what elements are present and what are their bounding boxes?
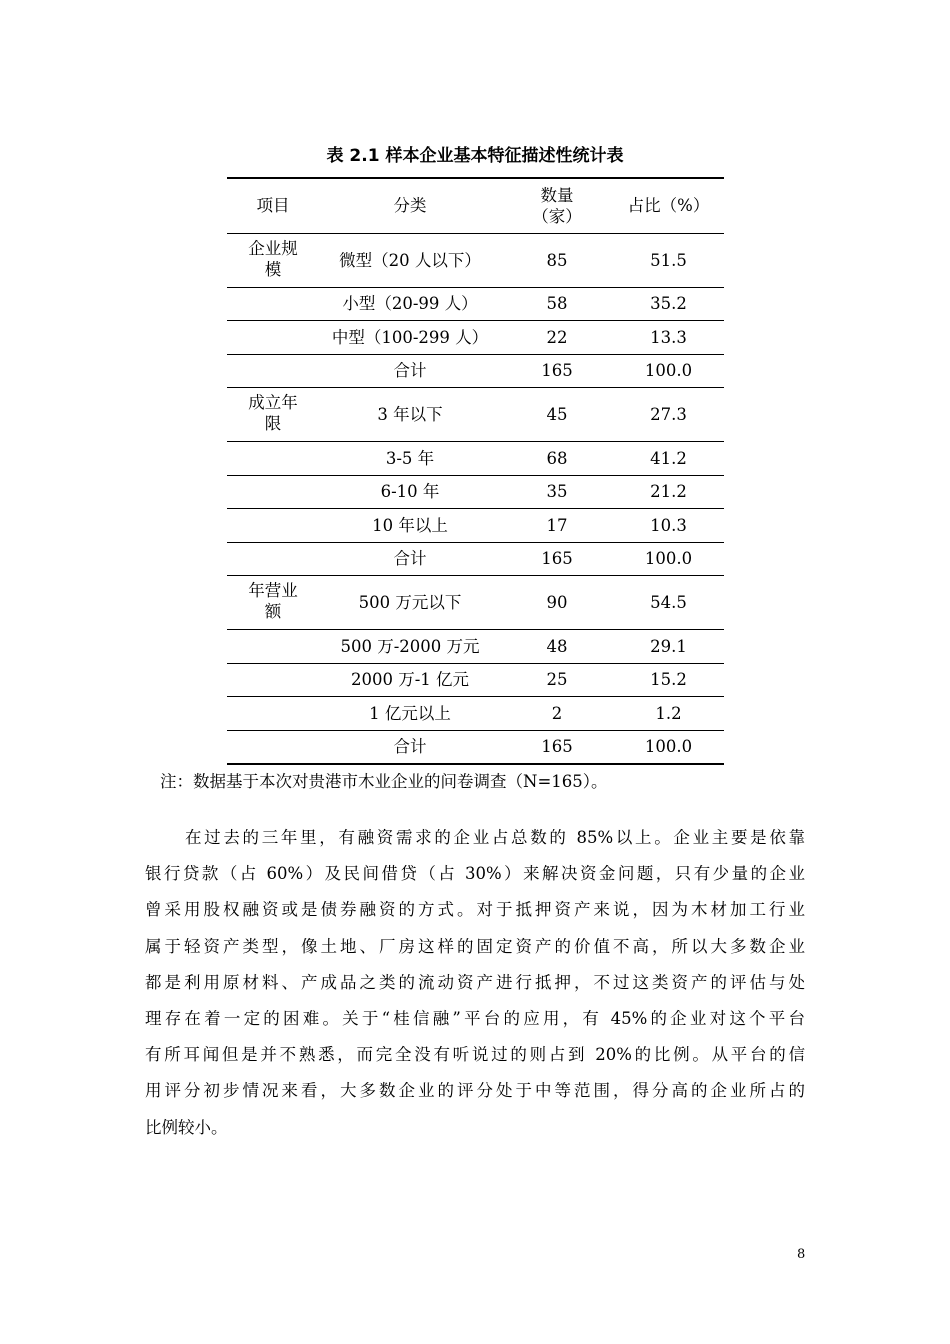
header-percent: 占比（%） xyxy=(613,178,724,233)
table-row xyxy=(227,576,724,630)
cell-category: 2000 万-1 亿元 xyxy=(350,670,470,690)
table-row xyxy=(227,542,724,576)
table-row xyxy=(227,321,724,355)
cell-category: 合计 xyxy=(393,549,427,569)
cell-count: 165 xyxy=(541,361,573,381)
page-number: 8 xyxy=(797,1247,806,1262)
table-row xyxy=(227,697,724,731)
cell-percent: 100.0 xyxy=(644,361,693,381)
cell-count: 25 xyxy=(546,670,568,690)
cell-count: 85 xyxy=(546,250,568,270)
header-count: 数量 （家） xyxy=(501,178,613,233)
cell-percent: 15.2 xyxy=(650,670,687,690)
cell-percent: 10.3 xyxy=(650,515,687,535)
cell-count: 165 xyxy=(541,549,573,569)
cell-percent: 51.5 xyxy=(650,250,687,270)
cell-percent: 27.3 xyxy=(650,405,687,424)
table-header-row xyxy=(227,178,724,233)
cell-category: 3-5 年 xyxy=(385,448,435,468)
table-row xyxy=(227,388,724,442)
cell-category: 小型（20-99 人） xyxy=(342,294,478,314)
cell-item xyxy=(227,287,319,321)
cell-category: 中型（100-299 人） xyxy=(331,327,489,347)
table-body xyxy=(227,233,724,764)
paragraph-line: 银行贷款（占 60%）及民间借贷（占 30%）来解决资金问题，只有少量的企业 xyxy=(145,864,805,884)
cell-count: 45 xyxy=(546,405,568,424)
table-row xyxy=(227,287,724,321)
cell-item xyxy=(227,630,319,664)
table-row xyxy=(227,233,724,287)
table-row xyxy=(227,630,724,664)
cell-percent: 41.2 xyxy=(650,448,687,468)
cell-category: 1 亿元以上 xyxy=(369,703,451,723)
cell-category: 6-10 年 xyxy=(380,482,440,502)
header-category: 分类 xyxy=(319,178,501,233)
cell-item xyxy=(227,697,319,731)
cell-count: 90 xyxy=(546,593,568,612)
table-row xyxy=(227,354,724,388)
cell-count: 35 xyxy=(546,482,568,502)
cell-category: 微型（20 人以下） xyxy=(339,250,481,270)
cell-item: 企业规 模 xyxy=(248,238,298,279)
body-paragraph xyxy=(145,820,805,1146)
paragraph-line: 属于轻资产类型，像土地、厂房这样的固定资产的价值不高，所以大多数企业 xyxy=(145,936,805,956)
paragraph-line: 都是利用原材料、产成品之类的流动资产进行抵押，不过这类资产的评估与处 xyxy=(145,972,805,992)
paragraph-line: 在过去的三年里，有融资需求的企业占总数的 85%以上。企业主要是依靠 xyxy=(185,828,805,847)
cell-percent: 21.2 xyxy=(650,482,687,502)
table-row xyxy=(227,663,724,697)
cell-count: 22 xyxy=(546,327,568,347)
cell-item xyxy=(227,542,319,576)
cell-percent: 100.0 xyxy=(644,549,693,569)
table-row xyxy=(227,475,724,509)
paragraph-line: 用评分初步情况来看，大多数企业的评分处于中等范围，得分高的企业所占的 xyxy=(145,1081,805,1101)
cell-item: 年营业 额 xyxy=(248,581,298,621)
cell-category: 10 年以上 xyxy=(372,515,448,535)
table-row xyxy=(227,442,724,476)
cell-category: 3 年以下 xyxy=(377,405,443,424)
cell-item xyxy=(227,321,319,355)
cell-count: 68 xyxy=(546,448,568,468)
paragraph-line: 比例较小。 xyxy=(145,1117,228,1137)
cell-item xyxy=(227,730,319,764)
cell-item xyxy=(227,663,319,697)
paragraph-line: 有所耳闻但是并不熟悉，而完全没有听说过的则占到 20%的比例。从平台的信 xyxy=(145,1045,805,1065)
cell-item xyxy=(227,509,319,543)
cell-item: 成立年 限 xyxy=(248,393,298,433)
cell-percent: 54.5 xyxy=(650,593,687,612)
paragraph-line: 曾采用股权融资或是债券融资的方式。对于抵押资产来说，因为木材加工行业 xyxy=(145,900,805,920)
cell-category: 合计 xyxy=(393,361,427,381)
cell-count: 17 xyxy=(546,515,568,535)
cell-category: 500 万元以下 xyxy=(358,593,462,612)
cell-item xyxy=(227,442,319,476)
table-row xyxy=(227,730,724,764)
cell-percent: 100.0 xyxy=(644,737,693,756)
cell-count: 165 xyxy=(541,737,573,756)
table-row xyxy=(227,509,724,543)
table-note: 注：数据基于本次对贵港市木业企业的问卷调查（N=165）。 xyxy=(160,772,608,791)
cell-percent: 29.1 xyxy=(650,636,687,656)
paragraph-line: 理存在着一定的困难。关于“桂信融”平台的应用，有 45%的企业对这个平台 xyxy=(145,1008,805,1028)
cell-count: 48 xyxy=(546,636,568,656)
table-caption: 表 2.1 样本企业基本特征描述性统计表 xyxy=(326,146,624,166)
cell-percent: 1.2 xyxy=(655,703,682,723)
cell-item xyxy=(227,354,319,388)
cell-percent: 35.2 xyxy=(650,294,687,314)
header-item: 项目 xyxy=(227,178,319,233)
cell-category: 合计 xyxy=(393,737,427,756)
cell-count: 2 xyxy=(551,703,563,723)
cell-percent: 13.3 xyxy=(650,327,687,347)
cell-count: 58 xyxy=(546,294,568,314)
cell-item xyxy=(227,475,319,509)
statistics-table xyxy=(227,177,724,765)
cell-category: 500 万-2000 万元 xyxy=(340,636,480,656)
